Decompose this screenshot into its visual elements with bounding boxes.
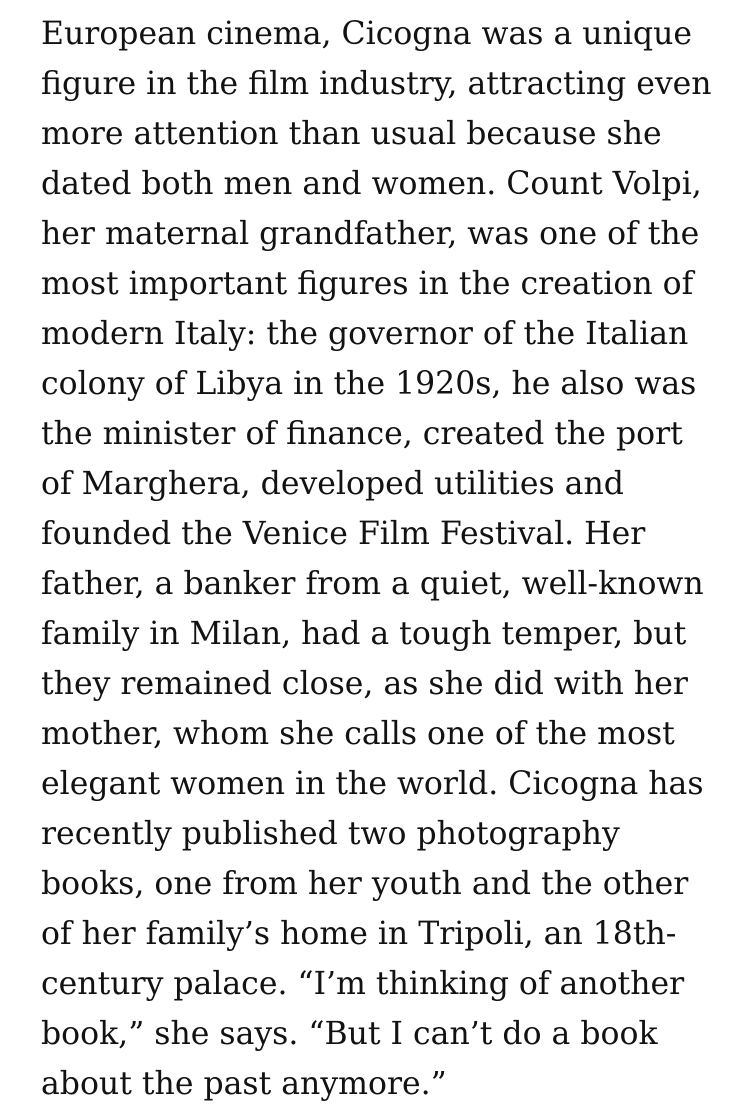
text-line: European cinema, Cicogna was a unique <box>41 16 692 52</box>
partial-text-line <box>345 0 440 4</box>
text-line: about the past anymore.” <box>41 1066 447 1102</box>
text-line: most important figures in the creation of <box>41 266 694 302</box>
text-line: founded the Venice Film Festival. Her <box>41 516 646 552</box>
text-line: more attention than usual because she <box>41 116 662 152</box>
text-line: they remained close, as she did with her <box>41 666 688 702</box>
text-line: century palace. “I’m thinking of another <box>41 966 685 1002</box>
text-line: of Marghera, developed utilities and <box>41 466 624 502</box>
text-line: family in Milan, had a tough temper, but <box>41 616 687 652</box>
text-line: book,” she says. “But I can’t do a book <box>41 1016 658 1052</box>
text-line: dated both men and women. Count Volpi, <box>41 166 702 202</box>
text-line: her maternal grandfather, was one of the <box>41 216 700 252</box>
text-line: elegant women in the world. Cicogna has <box>41 766 704 802</box>
text-line: of her family’s home in Tripoli, an 18th- <box>41 916 677 952</box>
text-line: books, one from her youth and the other <box>41 866 689 902</box>
text-line: recently published two photography <box>41 816 620 852</box>
text-line: figure in the film industry, attracting even <box>41 66 712 102</box>
text-line: the minister of finance, created the port <box>41 416 683 452</box>
text-line: father, a banker from a quiet, well-known <box>41 566 704 602</box>
text-line: mother, whom she calls one of the most <box>41 716 675 752</box>
text-line: colony of Libya in the 1920s, he also was <box>41 366 697 402</box>
text-line: modern Italy: the governor of the Italian <box>41 316 689 352</box>
